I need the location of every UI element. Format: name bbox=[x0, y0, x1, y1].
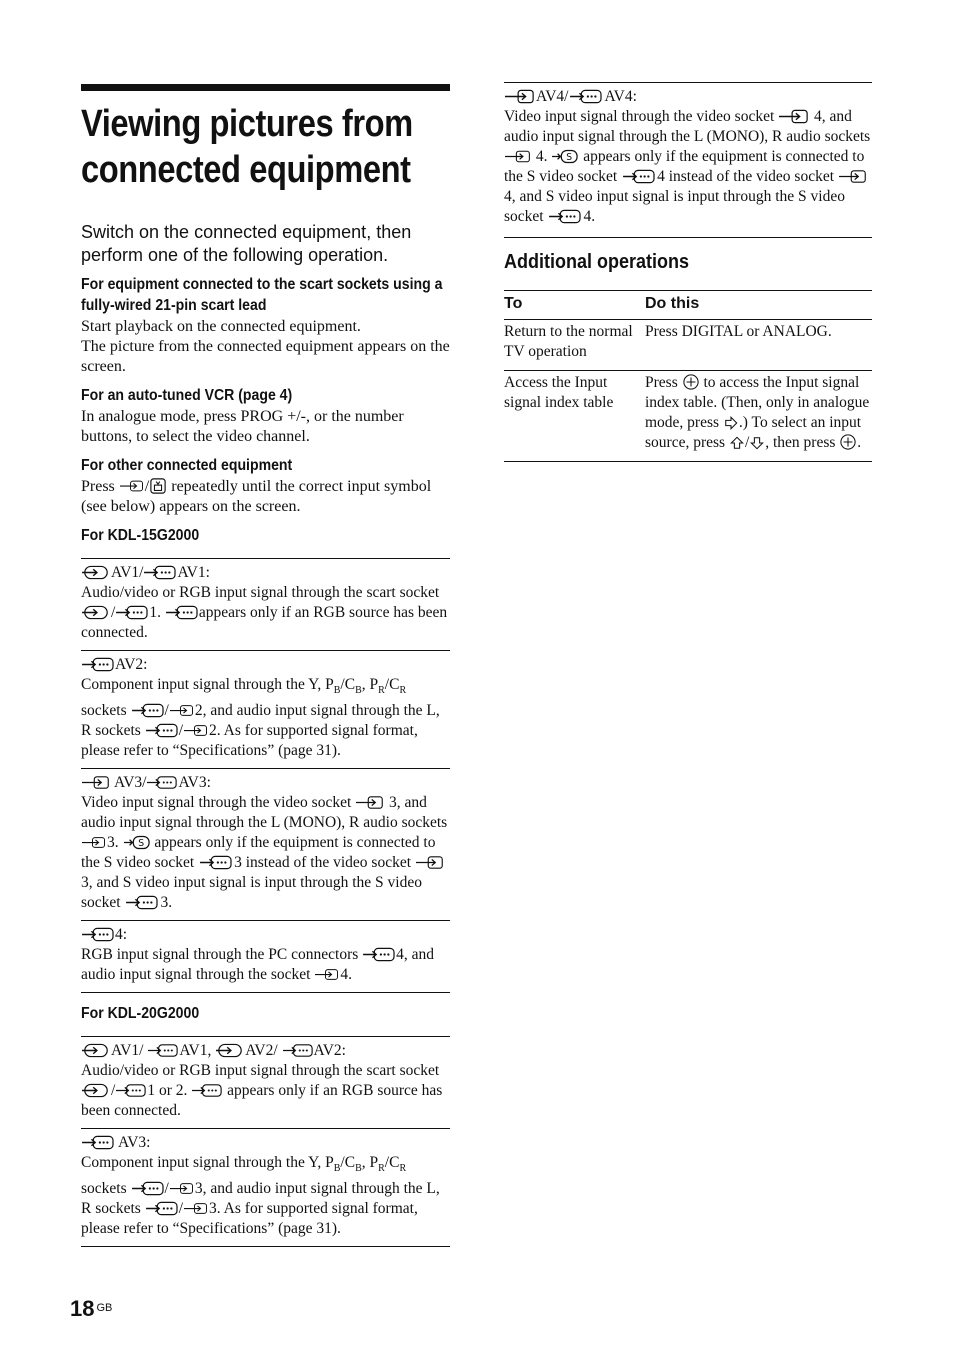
rgb-icon bbox=[192, 1083, 222, 1098]
column-do: Do this bbox=[645, 291, 872, 320]
other-heading: For other connected equipment bbox=[81, 457, 293, 474]
additional-heading: Additional operations bbox=[504, 251, 690, 273]
rgb-icon bbox=[82, 657, 114, 672]
intro-text: Switch on the connected equipment, then perform one of the following operation. bbox=[81, 222, 412, 265]
svideo-icon bbox=[124, 835, 150, 850]
kdl15-inputs bbox=[81, 558, 450, 993]
down-arrow-icon bbox=[750, 436, 764, 450]
table-header bbox=[504, 291, 872, 320]
svideo-icon bbox=[199, 855, 233, 870]
vcr-text: In analogue mode, press PROG +/-, or the number buttons, to select the video channel. bbox=[81, 408, 404, 445]
video-input-icon bbox=[839, 169, 867, 184]
scart-icon bbox=[82, 605, 110, 620]
rgb-icon bbox=[283, 1043, 313, 1058]
audio-input-icon bbox=[315, 967, 339, 982]
table-row bbox=[504, 371, 872, 462]
right-arrow-icon bbox=[724, 416, 738, 430]
rgb-icon bbox=[148, 1043, 178, 1058]
kdl20-heading: For KDL-20G2000 bbox=[81, 1005, 200, 1023]
rgb-icon bbox=[166, 605, 198, 620]
kdl20-av12: AV1/ AV1, AV2/ AV2: Audio/video or RGB input signal through the scart socket / 1 or 2. appears only if an RGB source has been connected. bbox=[81, 1036, 450, 1128]
row-to: Access the Input signal index table bbox=[504, 371, 645, 462]
kdl15-heading: For KDL-15G2000 bbox=[81, 527, 200, 544]
kdl15-av3: AV3/ AV3: Video input signal through the video socket 3, and audio input signal through the L (MONO), R audio sockets 3. appears only if the equipment is connected to the S video socket 3 instead of the video socket 3, and S video input signal is input through the S video socket 3. bbox=[81, 768, 450, 920]
up-arrow-icon bbox=[730, 436, 744, 450]
row-do: Press DIGITAL or ANALOG. bbox=[645, 320, 872, 371]
kdl15-av2: AV2: Component input signal through the Y, $P_B/C_B$, $P_R/C_R$ sockets / 2, and audio input signal through the L, R sockets / 2. As for supported signal format, please refer to “Specifications” (page 31). bbox=[81, 650, 450, 768]
kdl20-inputs bbox=[81, 1036, 450, 1247]
audio-input-icon bbox=[184, 1201, 208, 1216]
page-title: Viewing pictures from connected equipment bbox=[81, 103, 413, 191]
rgb-icon bbox=[82, 927, 114, 942]
scart-icon bbox=[216, 1043, 244, 1058]
kdl15-pc: 4: RGB input signal through the PC connectors 4, and audio input signal through the socket 4. bbox=[81, 920, 450, 993]
video-input-icon bbox=[505, 89, 535, 104]
rgb-icon bbox=[146, 1201, 178, 1216]
row-to: Return to the normal TV operation bbox=[504, 320, 645, 371]
svideo-icon bbox=[147, 775, 177, 790]
kdl20-av3: AV3: Component input signal through the Y, $P_B/C_B$, $P_R/C_R$ sockets / 3, and audio input signal through the L, R sockets / 3. As for supported signal format, please refer to “Specifications” (page 31). bbox=[81, 1128, 450, 1247]
ok-button-icon bbox=[840, 434, 856, 450]
av4-block: AV4/ AV4: Video input signal through the video socket 4, and audio input signal through the L (MONO), R audio sockets 4. appears only if the equipment is connected to the S video socket 4 instead of the video socket 4, and S video input signal is input through the S video socket 4. bbox=[504, 82, 872, 238]
left-column bbox=[81, 84, 450, 1257]
ok-button-icon bbox=[683, 374, 699, 390]
rgb-icon bbox=[116, 1083, 146, 1098]
title-rule bbox=[81, 84, 450, 91]
vcr-heading: For an auto-tuned VCR (page 4) bbox=[81, 387, 293, 404]
scart-text: Start playback on the connected equipment. The picture from the connected equipment appears on the screen. bbox=[81, 318, 450, 375]
rgb-icon bbox=[363, 947, 395, 962]
column-to: To bbox=[504, 291, 645, 320]
video-input-icon bbox=[82, 775, 110, 790]
scart-icon bbox=[82, 565, 110, 580]
scart-icon bbox=[82, 1043, 110, 1058]
rgb-icon bbox=[116, 605, 148, 620]
rgb-icon bbox=[132, 1181, 164, 1196]
table-row bbox=[504, 320, 872, 371]
svideo-icon bbox=[622, 169, 656, 184]
svideo-icon bbox=[569, 89, 603, 104]
audio-input-icon bbox=[505, 149, 531, 164]
scart-heading: For equipment connected to the scart sockets using a fully-wired 21-pin scart lead bbox=[81, 276, 443, 314]
tv-icon bbox=[150, 478, 166, 494]
rgb-icon bbox=[132, 703, 164, 718]
operations-table bbox=[504, 290, 872, 462]
audio-input-icon bbox=[170, 703, 194, 718]
svideo-icon bbox=[552, 149, 578, 164]
right-column bbox=[504, 82, 872, 462]
rgb-icon bbox=[146, 723, 178, 738]
video-input-icon bbox=[356, 795, 384, 810]
rgb-icon bbox=[82, 1135, 114, 1150]
video-input-icon bbox=[120, 478, 144, 494]
video-input-icon bbox=[779, 109, 809, 124]
page-number: 18 $^{GB}$ bbox=[70, 1296, 113, 1321]
svideo-icon bbox=[548, 209, 582, 224]
audio-input-icon bbox=[184, 723, 208, 738]
row-do: Press to access the Input signal index table. (Then, only in analogue mode, press .) To select an input source, press / , then press . bbox=[645, 371, 872, 462]
rgb-icon bbox=[144, 565, 176, 580]
video-input-icon bbox=[416, 855, 444, 870]
svideo-icon bbox=[125, 895, 159, 910]
kdl15-av1: AV1/ AV1: Audio/video or RGB input signal through the scart socket / 1. appears only if an RGB source has been connected. bbox=[81, 558, 450, 650]
scart-icon bbox=[82, 1083, 110, 1098]
audio-input-icon bbox=[170, 1181, 194, 1196]
audio-input-icon bbox=[82, 835, 106, 850]
other-text: Press / repeatedly until the correct input symbol (see below) appears on the screen. bbox=[81, 478, 432, 515]
